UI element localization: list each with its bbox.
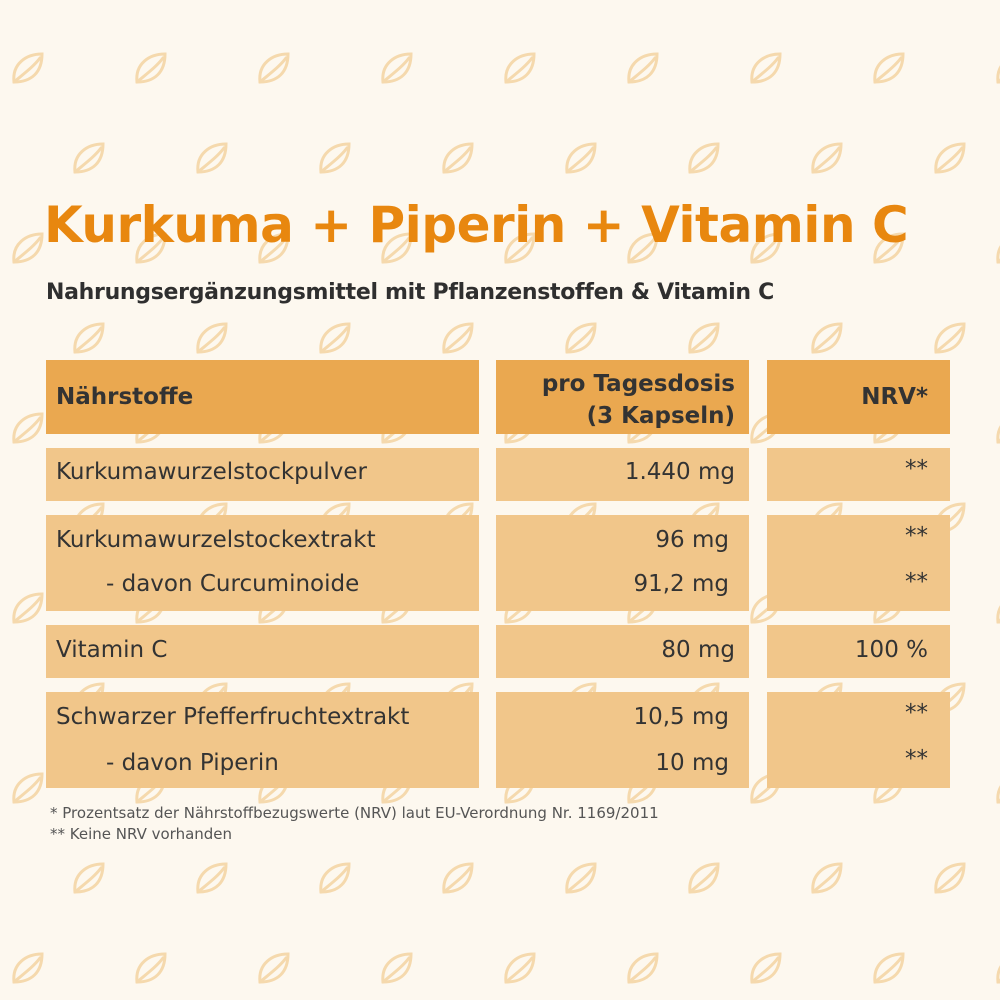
- column-header-dosis-line2: (3 Kapseln): [586, 403, 735, 429]
- nutrient-nrv: **: [905, 523, 928, 549]
- column-header-dosis: [542, 368, 735, 432]
- table-row-name-cell: [46, 625, 479, 678]
- table-row-amount-cell: [496, 625, 749, 678]
- column-header-dosis-line1: pro Tagesdosis: [541, 371, 735, 397]
- table-row-nrv-cell: [767, 625, 950, 678]
- footnote-no-nrv: ** Keine NRV vorhanden: [50, 825, 233, 843]
- table-row-name-cell: [46, 515, 479, 611]
- nutrient-name: Schwarzer Pfefferfruchtextrakt: [56, 704, 410, 730]
- nutrient-nrv: **: [905, 700, 928, 726]
- nutrient-subnrv: **: [905, 569, 928, 595]
- nutrient-name: Kurkumawurzelstockpulver: [56, 459, 367, 485]
- table-row-nrv-cell: [767, 515, 950, 611]
- nutrient-subname: - davon Piperin: [106, 750, 279, 776]
- table-row-amount-cell: [496, 515, 749, 611]
- nutrient-amount: 10,5 mg: [633, 704, 729, 730]
- nutrient-name: Kurkumawurzelstockextrakt: [56, 527, 376, 553]
- column-header-naehrstoffe: Nährstoffe: [56, 384, 194, 410]
- table-row-nrv-cell: [767, 448, 950, 501]
- nutrient-name: Vitamin C: [56, 637, 168, 663]
- nutrient-amount: 96 mg: [655, 527, 729, 553]
- nutrient-amount: 1.440 mg: [624, 459, 735, 485]
- product-subtitle: Nahrungsergänzungsmittel mit Pflanzenstoffen & Vitamin C: [46, 280, 774, 305]
- table-row-amount-cell: [496, 692, 749, 788]
- nutrient-nrv: 100 %: [854, 637, 928, 663]
- product-title: Kurkuma + Piperin + Vitamin C: [44, 196, 909, 254]
- header-cell-nrv: [767, 360, 950, 434]
- column-header-nrv: NRV*: [861, 384, 928, 410]
- nutrient-subamount: 91,2 mg: [633, 571, 729, 597]
- nutrient-subname: - davon Curcuminoide: [106, 571, 360, 597]
- footnote-nrv: * Prozentsatz der Nährstoffbezugswerte (NRV) laut EU-Verordnung Nr. 1169/2011: [50, 804, 659, 822]
- table-row-name-cell: [46, 448, 479, 501]
- nutrient-subnrv: **: [905, 746, 928, 772]
- header-cell-dosis: [496, 360, 749, 434]
- nutrient-amount: 80 mg: [661, 637, 735, 663]
- table-row-name-cell: [46, 692, 479, 788]
- header-cell-naehrstoffe: [46, 360, 479, 434]
- nutrient-subamount: 10 mg: [655, 750, 729, 776]
- table-row-nrv-cell: [767, 692, 950, 788]
- table-row-amount-cell: [496, 448, 749, 501]
- nutrient-nrv: **: [905, 456, 928, 482]
